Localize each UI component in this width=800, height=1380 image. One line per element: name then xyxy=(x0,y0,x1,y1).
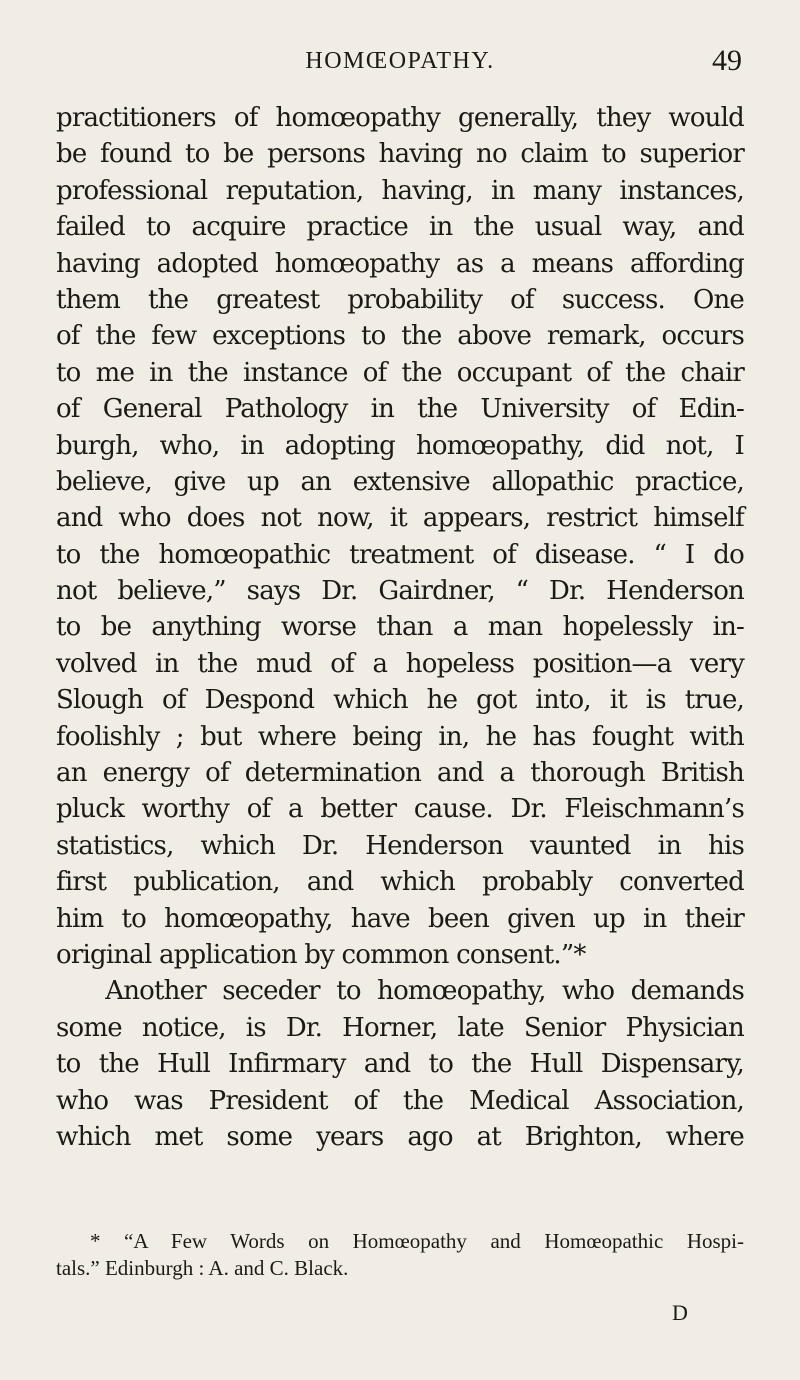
text-line: Slough of Despond which he got into, it is true, xyxy=(56,685,744,716)
text-line: which met some years ago at Brighton, where xyxy=(56,1121,744,1152)
text-line: who was President of the Medical Association, xyxy=(56,1085,744,1116)
text-line: not believe,” says Dr. Gairdner, “ Dr. Henderson xyxy=(56,576,744,607)
text-line: to the Hull Infirmary and to the Hull Dispensary, xyxy=(56,1049,744,1080)
page-number: 49 xyxy=(712,44,742,77)
running-title: HOMŒOPATHY. xyxy=(305,48,495,74)
signature-mark: D xyxy=(672,1300,688,1325)
footnote-line: * “A Few Words on Homœopathy and Homœopathic Hospi- xyxy=(90,1229,744,1253)
text-line: foolishly ; but where being in, he has fought with xyxy=(56,721,744,752)
text-line: failed to acquire practice in the usual way, and xyxy=(56,212,744,243)
text-line: original application by common consent.”* xyxy=(56,939,586,970)
text-line: first publication, and which probably converted xyxy=(56,867,744,898)
text-line: practitioners of homœopathy generally, they would xyxy=(56,103,744,133)
body-text xyxy=(56,100,744,1155)
text-line: believe, give up an extensive allopathic practice, xyxy=(56,466,744,497)
text-line: of the few exceptions to the above remark, occurs xyxy=(56,321,744,352)
text-line: to the homœopathic treatment of disease. “ I do xyxy=(56,539,744,570)
text-line: of General Pathology in the University of Edin- xyxy=(56,394,744,425)
text-line: be found to be persons having no claim to superior xyxy=(56,139,744,170)
text-line: to me in the instance of the occupant of the chair xyxy=(56,357,744,388)
text-line: him to homœopathy, have been given up in their xyxy=(56,903,744,934)
text-line: and who does not now, it appears, restrict himself xyxy=(56,503,744,534)
text-line: burgh, who, in adopting homœopathy, did not, I xyxy=(56,430,744,461)
text-line: them the greatest probability of success. One xyxy=(56,284,744,315)
text-line: pluck worthy of a better cause. Dr. Fleischmann’s xyxy=(56,794,744,825)
text-line: professional reputation, having, in many instances, xyxy=(56,175,744,206)
text-line: statistics, which Dr. Henderson vaunted in his xyxy=(56,830,744,861)
text-line: volved in the mud of a hopeless position—a very xyxy=(56,648,744,679)
text-line: an energy of determination and a thorough British xyxy=(56,758,744,789)
footnote-line: tals.” Edinburgh : A. and C. Black. xyxy=(56,1256,349,1280)
text-line: Another seceder to homœopathy, who demands xyxy=(56,976,744,1007)
footnote xyxy=(56,1228,744,1282)
text-line: some notice, is Dr. Horner, late Senior Physician xyxy=(56,1012,744,1043)
text-line: having adopted homœopathy as a means affording xyxy=(56,248,744,279)
text-line: to be anything worse than a man hopelessly in- xyxy=(56,612,744,643)
running-head xyxy=(56,44,744,84)
